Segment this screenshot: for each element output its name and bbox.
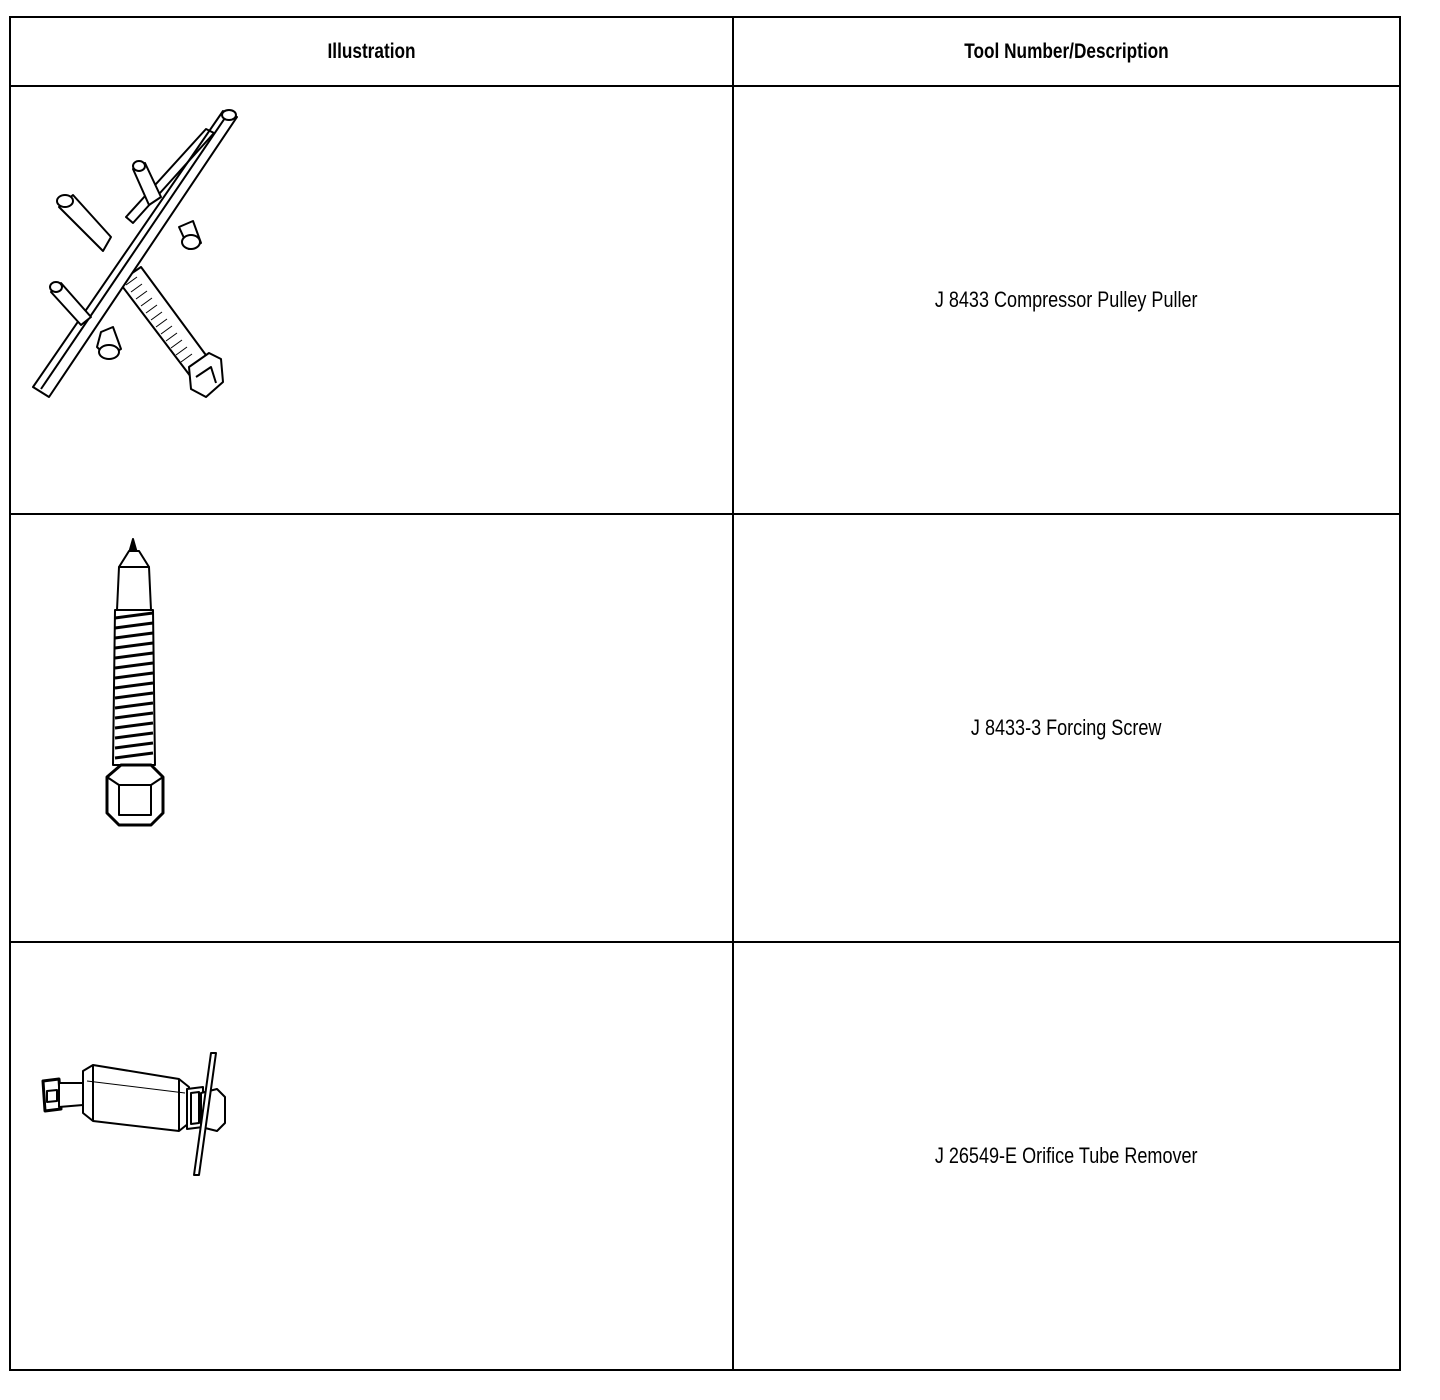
forcing-screw-illustration — [11, 515, 211, 845]
illustration-cell — [10, 86, 733, 514]
tool-description: J 8433-3 Forcing Screw — [971, 715, 1162, 740]
table-row — [10, 514, 1400, 942]
pulley-puller-illustration — [11, 87, 271, 417]
description-cell — [733, 86, 1400, 514]
illustration-cell — [10, 942, 733, 1370]
tool-description: J 8433 Compressor Pulley Puller — [935, 287, 1198, 312]
table-row — [10, 942, 1400, 1370]
special-tools-table — [9, 16, 1401, 1371]
illustration-cell — [10, 514, 733, 942]
header-illustration: Illustration — [75, 17, 668, 86]
description-cell — [733, 942, 1400, 1370]
tool-description: J 26549-E Orifice Tube Remover — [935, 1143, 1198, 1168]
description-cell — [733, 514, 1400, 942]
table-header-row — [10, 17, 1400, 86]
table-row — [10, 86, 1400, 514]
orifice-tube-remover-illustration — [11, 943, 271, 1273]
header-tool-description: Tool Number/Description — [793, 17, 1340, 86]
